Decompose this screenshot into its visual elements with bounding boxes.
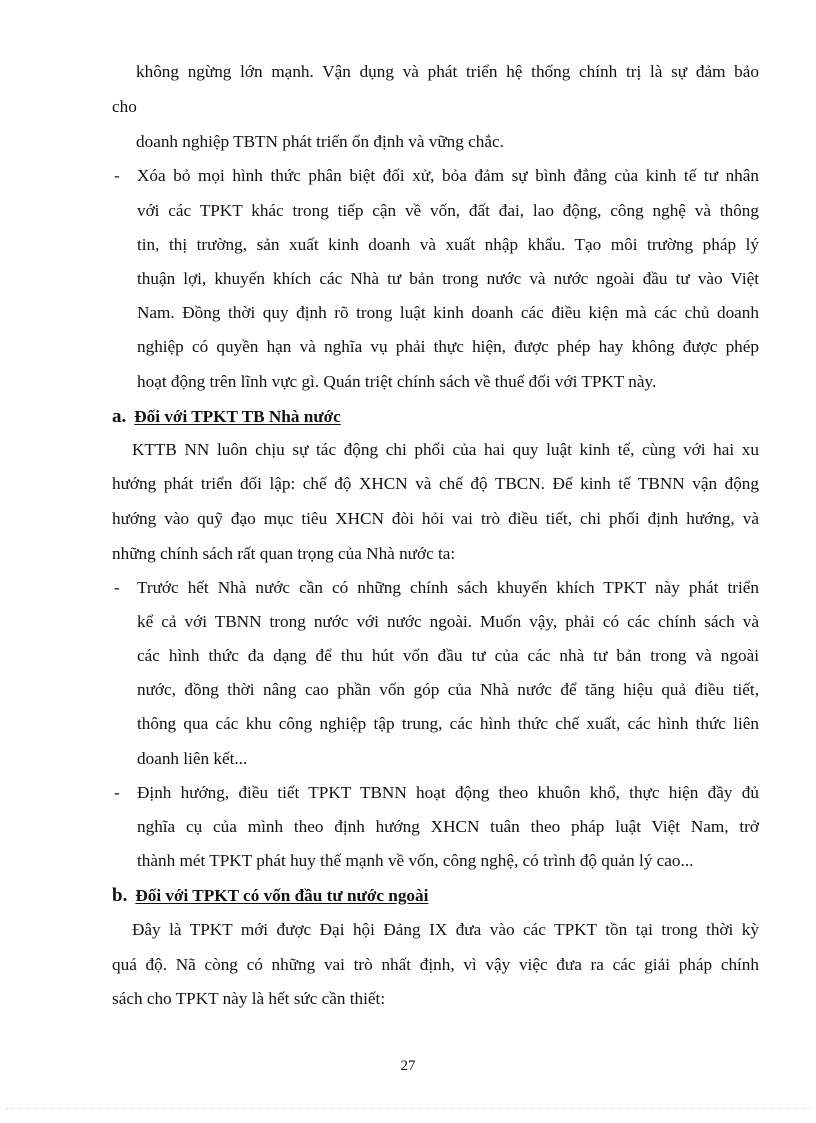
bullet-text-line: Định hướng, điều tiết TPKT TBNN hoạt động theo khuôn khổ, thực hiện đầy đủ — [137, 783, 759, 802]
bullet-text-line: với các TPKT khác trong tiếp cận về vốn, đất đai, lao động, công nghệ và thông — [137, 201, 759, 220]
bullet-text-line: Nam. Đồng thời quy định rõ trong luật kinh doanh các điều kiện mà các chủ doanh — [137, 303, 759, 322]
body-text-line: những chính sách rất quan trọng của Nhà nước ta: — [112, 544, 456, 563]
bullet-text-line: nước, đồng thời nâng cao phần vốn góp của Nhà nước để tăng hiệu quả điều tiết, — [137, 680, 759, 699]
bullet-text-line: các hình thức đa dạng để thu hút vốn đầu tư của các nhà tư bản trong và ngoài — [137, 646, 759, 665]
body-text-line: không ngừng lớn mạnh. Vận dụng và phát triển hệ thống chính trị là sự đảm bảo — [136, 62, 759, 81]
bullet-dash: - — [114, 783, 120, 802]
bullet-text-line: doanh liên kết... — [137, 749, 248, 768]
bullet-text-line: kể cả với TBNN trong nước với nước ngoài. Muốn vậy, phải có các chính sách và — [137, 612, 759, 631]
body-text-line: cho — [112, 97, 137, 116]
body-text-line: KTTB NN luôn chịu sự tác động chi phối của hai quy luật kinh tế, cùng với hai xu — [132, 440, 759, 459]
bullet-text-line: hoạt động trên lĩnh vực gì. Quán triệt chính sách về thuế đối với TPKT này. — [137, 372, 657, 391]
section-b-marker: b. — [112, 885, 128, 906]
bullet-text-line: thông qua các khu công nghiệp tập trung, các hình thức chế xuất, các hình thức liên — [137, 714, 759, 733]
section-b-heading — [112, 885, 428, 907]
section-a-marker: a. — [112, 406, 127, 427]
bullet-text-line: Xóa bỏ mọi hình thức phân biệt đối xử, bỏa đảm sự bình đẳng của kinh tế tư nhân — [137, 166, 759, 185]
body-text-line: quá độ. Nã còng có những vai trò nhất định, vì vậy việc đưa ra các giải pháp chính — [112, 955, 759, 974]
body-text-line: sách cho TPKT này là hết sức cần thiết: — [112, 989, 386, 1008]
section-a-title: Đối với TPKT TB Nhà nước — [134, 407, 341, 426]
bullet-text-line: tin, thị trường, sản xuất kinh doanh và xuất nhập khẩu. Tạo môi trường pháp lý — [137, 235, 759, 254]
bullet-text-line: Trước hết Nhà nước cần có những chính sách khuyến khích TPKT này phát triển — [137, 578, 759, 597]
bullet-text-line: nghiệp có quyền hạn và nghĩa vụ phải thực hiện, được phép hay không được phép — [137, 337, 759, 356]
page-bottom-edge — [6, 1108, 810, 1109]
body-text-line: Đây là TPKT mới được Đại hội Đảng IX đưa vào các TPKT tồn tại trong thời kỳ — [132, 920, 759, 939]
page-number: 27 — [400, 1058, 416, 1074]
bullet-dash: - — [114, 166, 120, 185]
body-text-line: hướng vào quỹ đạo mục tiêu XHCN đòi hỏi vai trò điều tiết, chi phối định hướng, và — [112, 509, 759, 528]
bullet-text-line: thành mét TPKT phát huy thế mạnh về vốn, công nghệ, có trình độ quản lý cao... — [137, 851, 694, 870]
bullet-text-line: thuận lợi, khuyến khích các Nhà tư bản trong nước và nước ngoài đầu tư vào Việt — [137, 269, 759, 288]
section-a-heading — [112, 406, 341, 428]
body-text-line: doanh nghiệp TBTN phát triển ổn định và vững chắc. — [136, 132, 504, 151]
section-b-title: Đối với TPKT có vốn đầu tư nước ngoài — [135, 886, 429, 905]
body-text-line: hướng phát triển đối lập: chế độ XHCN và chế độ TBCN. Để kinh tế TBNN vận động — [112, 474, 759, 493]
bullet-text-line: nghĩa cụ của mình theo định hướng XHCN tuân theo pháp luật Việt Nam, trở — [137, 817, 759, 836]
bullet-dash: - — [114, 578, 120, 597]
